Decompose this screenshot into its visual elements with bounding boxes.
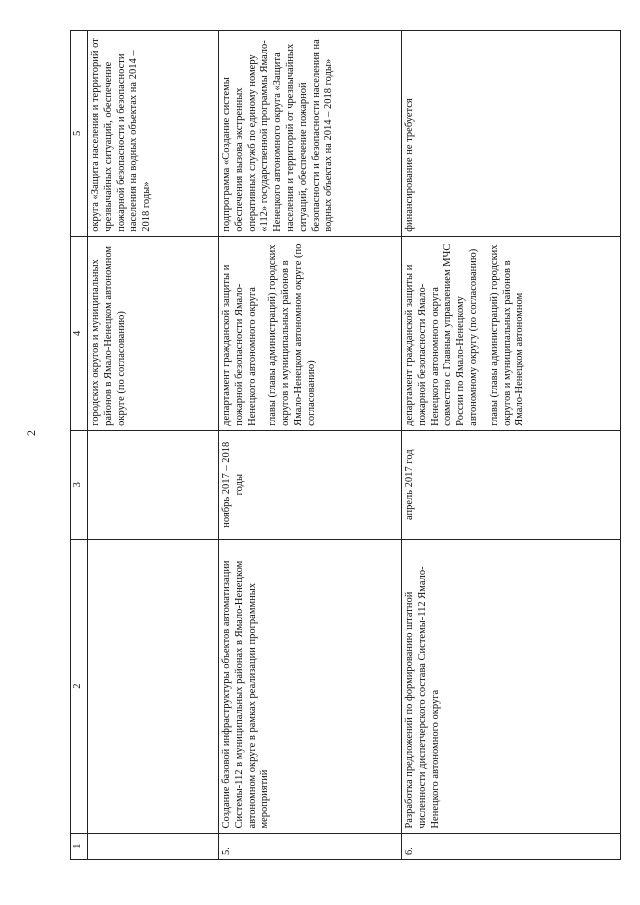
table-row (402, 31, 621, 860)
table-row (88, 31, 219, 860)
header-cell: 1 (71, 833, 88, 859)
period-cell: апрель 2017 год (402, 430, 621, 539)
period-cell: ноябрь 2017 – 2018 годы (219, 430, 402, 539)
executor-text: департамент гражданской защиты и пожарной безопасности Ямало-Ненецкого автономного округа (221, 264, 258, 426)
executor-text: департамент гражданской защиты и пожарной безопасности Ямало-Ненецкого автономного округа совместно с Главным управлением МЧС России по Ямало-Ненецкому автономному округу (по согласованию) (404, 243, 479, 426)
row-number (88, 833, 219, 859)
header-cell: 5 (71, 31, 88, 237)
header-cell: 4 (71, 236, 88, 430)
table-row (219, 31, 402, 860)
executors-cell (402, 236, 621, 430)
row-number: 5. (219, 833, 402, 859)
row-number: 6. (402, 833, 621, 859)
header-cell: 3 (71, 430, 88, 539)
financing-cell: подпрограмма «Создание системы обеспечения вызова экстренных оперативных служб по единому номеру «112» государственной программы Ямало-Ненецкого автономного округа «Защита населения и территорий от чрезвычайных ситуаций, обеспечение пожарной безопасности и безопасности населения на водных объектах на 2014 – 2018 годы» (219, 31, 402, 237)
page-number: 2 (24, 430, 38, 436)
rotated-sheet (70, 30, 610, 860)
action-plan-table (70, 30, 621, 860)
action-cell: Создание базовой инфраструктуры объектов автоматизации Системы-112 в муниципальных районах в Ямало-Ненецком автономном округе в рамках реализации программных мероприятий (219, 539, 402, 833)
table-header-row (71, 31, 88, 860)
action-cell: Разработка предложений по формированию штатной численности диспетчерского состава Системы-112 Ямало-Ненецкого автономного округа (402, 539, 621, 833)
executors-cell (88, 236, 219, 430)
executor-text: главы (главы администраций) городских округов и муниципальных районов в Ямало-Ненецком автономном округе (по согласованию) (267, 243, 317, 426)
financing-cell: округа «Защита населения и территорий от чрезвычайных ситуаций, обеспечение пожарной безопасности и безопасности населения на водных объектах на 2014 – 2018 годы» (88, 31, 219, 237)
period-cell (88, 430, 219, 539)
executor-text: главы (главы администраций) городских округов и муниципальных районов в Ямало-Ненецком автономном (488, 244, 526, 426)
financing-cell: финансирование не требуется (402, 31, 621, 237)
action-cell (88, 539, 219, 833)
header-cell: 2 (71, 539, 88, 833)
executor-text: городских округов и муниципальных районов в Ямало-Ненецком автономном округе (по согласованию) (90, 245, 127, 426)
executors-cell (219, 236, 402, 430)
